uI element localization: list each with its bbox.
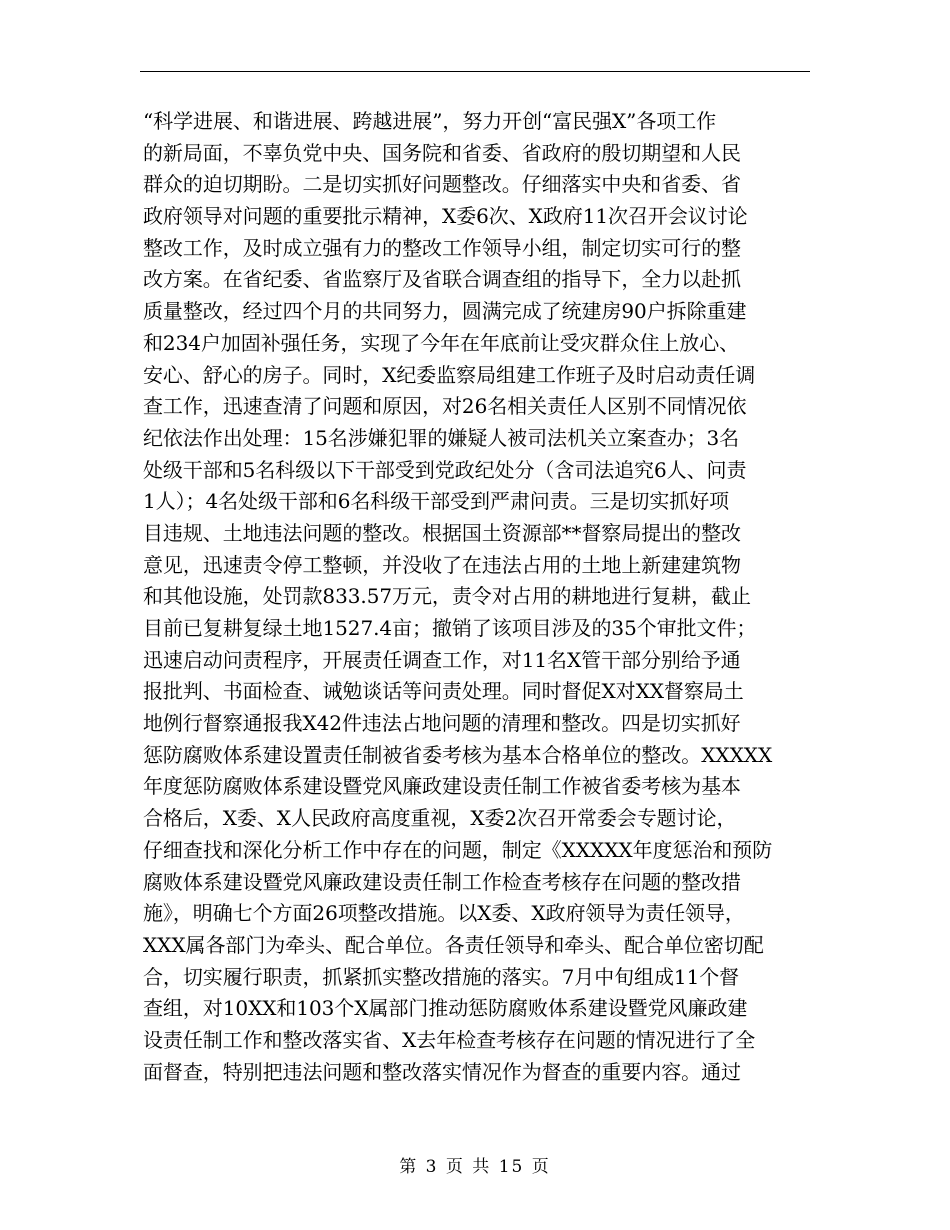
text-line: 迅速启动问责程序，开展责任调查工作，对11名X管干部分别给予通: [143, 647, 741, 672]
text-line: 目前已复耕复绿土地1527.4亩；撤销了该项目涉及的35个审批文件；: [143, 616, 757, 640]
text-line: “科学进展、和谐进展、跨越进展”，努力开创“富民强X”各项工作: [143, 109, 717, 133]
header-rule: [140, 71, 810, 72]
text-line: 查工作，迅速查清了问题和原因，对26名相关责任人区别不同情况依: [143, 394, 747, 419]
text-line: 合格后，X委、X人民政府高度重视，X委2次召开常委会专题讨论，: [143, 806, 737, 831]
text-line: 意见，迅速责令停工整顿，并没收了在违法占用的土地上新建建筑物: [143, 552, 741, 577]
text-line: 的新局面，不辜负党中央、国务院和省委、省政府的殷切期望和人民: [143, 140, 741, 165]
body-text: [143, 106, 813, 1088]
text-line: 合，切实履行职责，抓紧抓实整改措施的落实。7月中旬组成11个督: [143, 964, 740, 989]
text-line: 政府领导对问题的重要批示精神，X委6次、X政府11次召开会议讨论: [143, 204, 748, 229]
text-line: 报批判、书面检查、诫勉谈话等问责处理。同时督促X对XX督察局土: [143, 679, 744, 704]
text-line: 和其他设施，处罚款833.57万元，责令对占用的耕地进行复耕，截止: [143, 584, 751, 609]
text-line: 地例行督察通报我X42件违法占地问题的清理和整改。四是切实抓好: [143, 711, 741, 736]
text-line: 惩防腐败体系建设置责任制被省委考核为基本合格单位的整改。XXXXX: [143, 742, 773, 767]
text-line: 查组，对10XX和103个X属部门推动惩防腐败体系建设暨党风廉政建: [143, 996, 748, 1021]
text-line: 腐败体系建设暨党风廉政建设责任制工作检查考核存在问题的整改措: [143, 869, 741, 894]
text-line: 群众的迫切期盼。二是切实抓好问题整改。仔细落实中央和省委、省: [143, 172, 741, 197]
text-line: 质量整改，经过四个月的共同努力，圆满完成了统建房90户拆除重建: [143, 299, 747, 324]
text-line: 改方案。在省纪委、省监察厅及省联合调查组的指导下，全力以赴抓: [143, 267, 741, 292]
text-line: 和234户加固补强任务，实现了今年在年底前让受灾群众住上放心、: [143, 330, 740, 355]
text-line: 年度惩防腐败体系建设暨党风廉政建设责任制工作被省委考核为基本: [143, 774, 741, 799]
text-line: 施》，明确七个方面26项整改措施。以X委、X政府领导为责任领导，: [143, 901, 745, 926]
text-line: 安心、舒心的房子。同时，X纪委监察局组建工作班子及时启动责任调: [143, 362, 756, 387]
text-line: 目违规、土地违法问题的整改。根据国土资源部**督察局提出的整改: [143, 520, 741, 545]
text-line: 仔细查找和深化分析工作中存在的问题，制定《XXXXX年度惩治和预防: [143, 837, 773, 862]
text-line: 纪依法作出处理：15名涉嫌犯罪的嫌疑人被司法机关立案查办；3名: [143, 425, 740, 450]
text-line: 面督查，特别把违法问题和整改落实情况作为督查的重要内容。通过: [143, 1059, 741, 1084]
page-footer: 第 3 页 共 15 页: [399, 1157, 551, 1177]
text-line: 1人）；4名处级干部和6名科级干部受到严肃问责。三是切实抓好项: [143, 489, 730, 514]
text-line: XXX属各部门为牵头、配合单位。各责任领导和牵头、配合单位密切配: [143, 932, 764, 957]
text-line: 设责任制工作和整改落实省、X去年检查考核存在问题的情况进行了全: [143, 1027, 756, 1052]
text-line: 整改工作，及时成立强有力的整改工作领导小组，制定切实可行的整: [143, 235, 741, 260]
text-line: 处级干部和5名科级以下干部受到党政纪处分（含司法追究6人、问责: [143, 457, 747, 482]
